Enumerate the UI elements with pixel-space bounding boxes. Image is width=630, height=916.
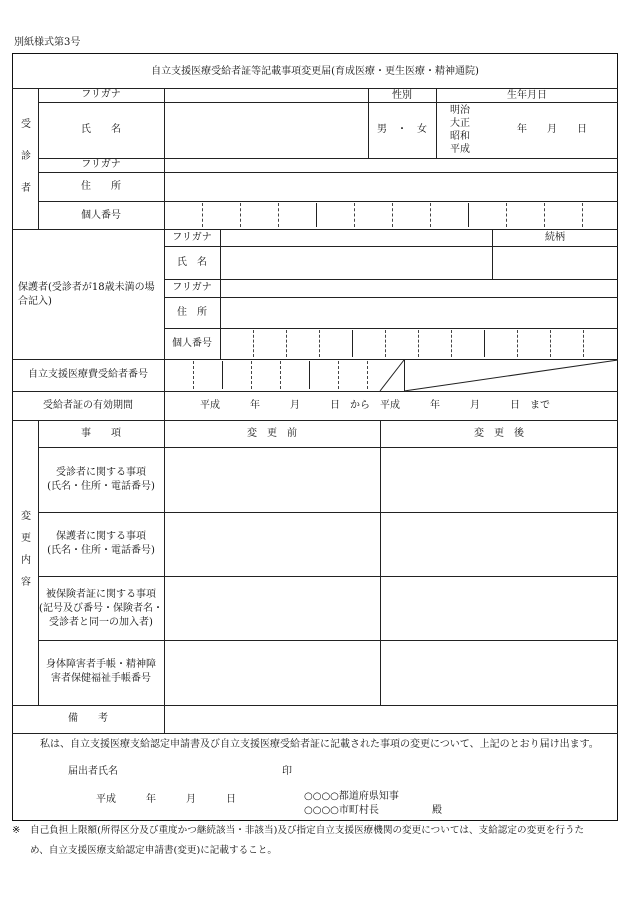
- sex-options[interactable]: 男 ・ 女: [377, 124, 427, 135]
- patient-name-field[interactable]: [164, 102, 368, 158]
- guardian-name-label: 氏 名: [177, 257, 207, 268]
- change-row-patient-label: 受診者に関する事項 (氏名・住所・電話番号): [47, 467, 155, 492]
- change-row-insurance-label: 被保険者証に関する事項 (記号及び番号・保険者名・ 受診者と同一の加入者): [39, 589, 163, 628]
- patient-address-field[interactable]: [164, 172, 618, 201]
- guardian-mynumber-field[interactable]: [220, 328, 618, 359]
- relationship-field[interactable]: [492, 246, 618, 279]
- sex-label: 性別: [392, 90, 412, 101]
- patient-address-label: 住 所: [81, 181, 121, 192]
- submitter-name-field[interactable]: [125, 762, 275, 780]
- dob-value[interactable]: 年 月 日: [517, 124, 587, 135]
- guardian-furigana-label: フリガナ: [172, 232, 212, 243]
- form-title: 自立支援医療受給者証等記載事項変更届(育成医療・更生医療・精神通院): [151, 66, 479, 77]
- change-row-insurance-after[interactable]: [380, 576, 618, 640]
- declaration-text: 私は、自立支援医療支給認定申請書及び自立支援医療受給者証に記載された事項の変更について、上記のとおり届け出ます。: [40, 739, 599, 750]
- validity-period[interactable]: 平成 年 月 日 から 平成 年 月 日 まで: [200, 400, 550, 411]
- change-row-insurance-before[interactable]: [164, 576, 380, 640]
- patient-mynumber-field[interactable]: [164, 201, 618, 229]
- era-options[interactable]: 明治 大正 昭和 平成: [450, 105, 470, 155]
- recipient-number-label: 自立支援医療費受給者番号: [28, 369, 148, 380]
- item-header: 事 項: [81, 428, 121, 439]
- change-row-guardian-label: 保護者に関する事項 (氏名・住所・電話番号): [47, 531, 155, 556]
- change-row-handbook-before[interactable]: [164, 640, 380, 705]
- change-row-handbook-after[interactable]: [380, 640, 618, 705]
- guardian-mynumber-label: 個人番号: [172, 338, 212, 349]
- change-row-handbook-label: 身体障害者手帳・精神障 害者保健福祉手帳番号: [46, 659, 156, 684]
- after-header: 変 更 後: [474, 428, 524, 439]
- patient-side-label: 受 診 者: [21, 119, 31, 194]
- relationship-label: 続柄: [545, 232, 565, 243]
- remarks-label: 備 考: [68, 713, 108, 724]
- change-row-guardian-after[interactable]: [380, 512, 618, 576]
- before-header: 変 更 前: [247, 428, 297, 439]
- submission-date[interactable]: 平成 年 月 日: [96, 794, 236, 805]
- validity-label: 受給者証の有効期間: [43, 400, 133, 411]
- form-id: 別紙様式第3号: [14, 37, 81, 48]
- guardian-furigana2-label: フリガナ: [172, 282, 212, 293]
- recipient-number-field[interactable]: [164, 359, 404, 391]
- note-mark: ※: [12, 825, 21, 836]
- note-line-1: 自己負担上限額(所得区分及び重度かつ継続該当・非該当)及び指定自立支援医療機関の変更については、支給認定の変更を行うた: [30, 825, 585, 836]
- honorific: 殿: [432, 805, 442, 816]
- patient-name-label: 氏 名: [81, 124, 121, 135]
- change-row-patient-after[interactable]: [380, 447, 618, 512]
- patient-mynumber-label: 個人番号: [81, 210, 121, 221]
- recipient-number-slash: [376, 359, 618, 392]
- patient-furigana-label: フリガナ: [81, 89, 121, 100]
- patient-furigana2-label: フリガナ: [81, 159, 121, 170]
- guardian-name-field[interactable]: [220, 246, 492, 279]
- change-row-patient-before[interactable]: [164, 447, 380, 512]
- seal-mark: 印: [282, 766, 292, 777]
- change-row-guardian-before[interactable]: [164, 512, 380, 576]
- guardian-address-field[interactable]: [220, 297, 618, 328]
- note-line-2: め、自立支援医療支給認定申請書(変更)に記載すること。: [30, 845, 277, 856]
- guardian-label: 保護者(受診者が18歳未満の場合記入): [18, 282, 155, 307]
- dob-label: 生年月日: [507, 90, 547, 101]
- submitter-label: 届出者氏名: [68, 766, 118, 777]
- addressee-city: ○○○○市町村長: [304, 805, 379, 816]
- guardian-address-label: 住 所: [177, 307, 207, 318]
- remarks-field[interactable]: [164, 705, 618, 733]
- addressee-prefecture: ○○○○都道府県知事: [304, 791, 399, 802]
- changes-side-label: 変 更 内 容: [21, 511, 31, 588]
